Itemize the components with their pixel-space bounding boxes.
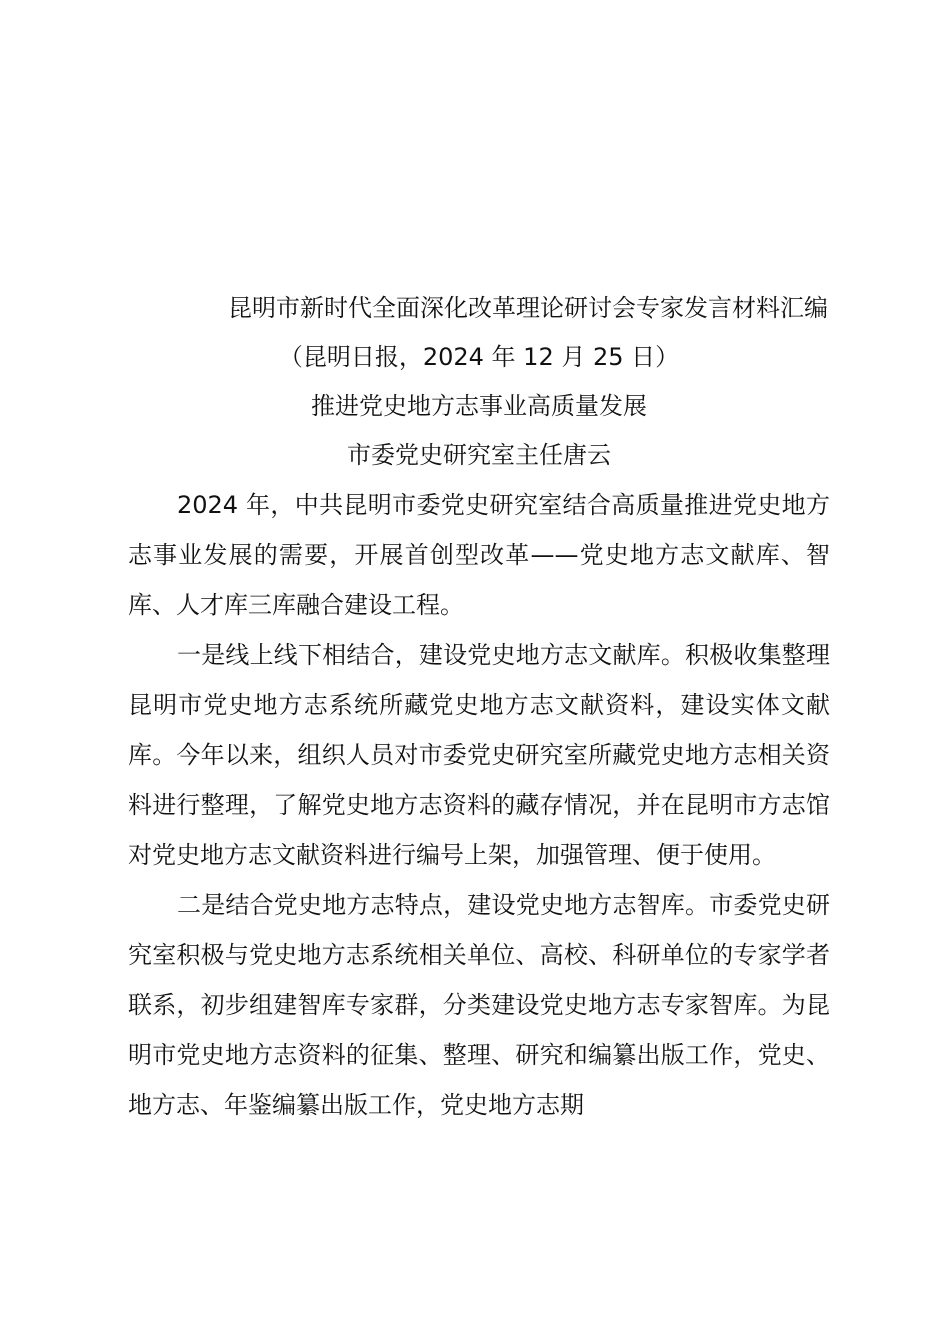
body-paragraph: 2024 年，中共昆明市委党史研究室结合高质量推进党史地方志事业发展的需要，开展首创型改革——党史地方志文献库、智库、人才库三库融合建设工程。 (128, 491, 830, 619)
body-paragraph: 一是线上线下相结合，建设党史地方志文献库。积极收集整理昆明市党史地方志系统所藏党史地方志文献资料，建设实体文献库。今年以来，组织人员对市委党史研究室所藏党史地方志相关资料进行整理，了解党史地方志资料的藏存情况，并在昆明市方志馆对党史地方志文献资料进行编号上架，加强管理、便于使用。 (128, 641, 830, 869)
article-author: 市委党史研究室主任唐云 (347, 441, 611, 469)
document-page (128, 284, 830, 1130)
body-paragraph: 二是结合党史地方志特点，建设党史地方志智库。市委党史研究室积极与党史地方志系统相关单位、高校、科研单位的专家学者联系，初步组建智库专家群，分类建设党史地方志专家智库。为昆明市党史地方志资料的征集、整理、研究和编纂出版工作，党史、地方志、年鉴编纂出版工作，党史地方志期 (128, 891, 830, 1119)
document-source: （昆明日报，2024 年 12 月 25 日） (278, 343, 680, 371)
article-title: 推进党史地方志事业高质量发展 (311, 392, 647, 420)
document-title: 昆明市新时代全面深化改革理论研讨会专家发言材料汇编 (228, 294, 828, 322)
